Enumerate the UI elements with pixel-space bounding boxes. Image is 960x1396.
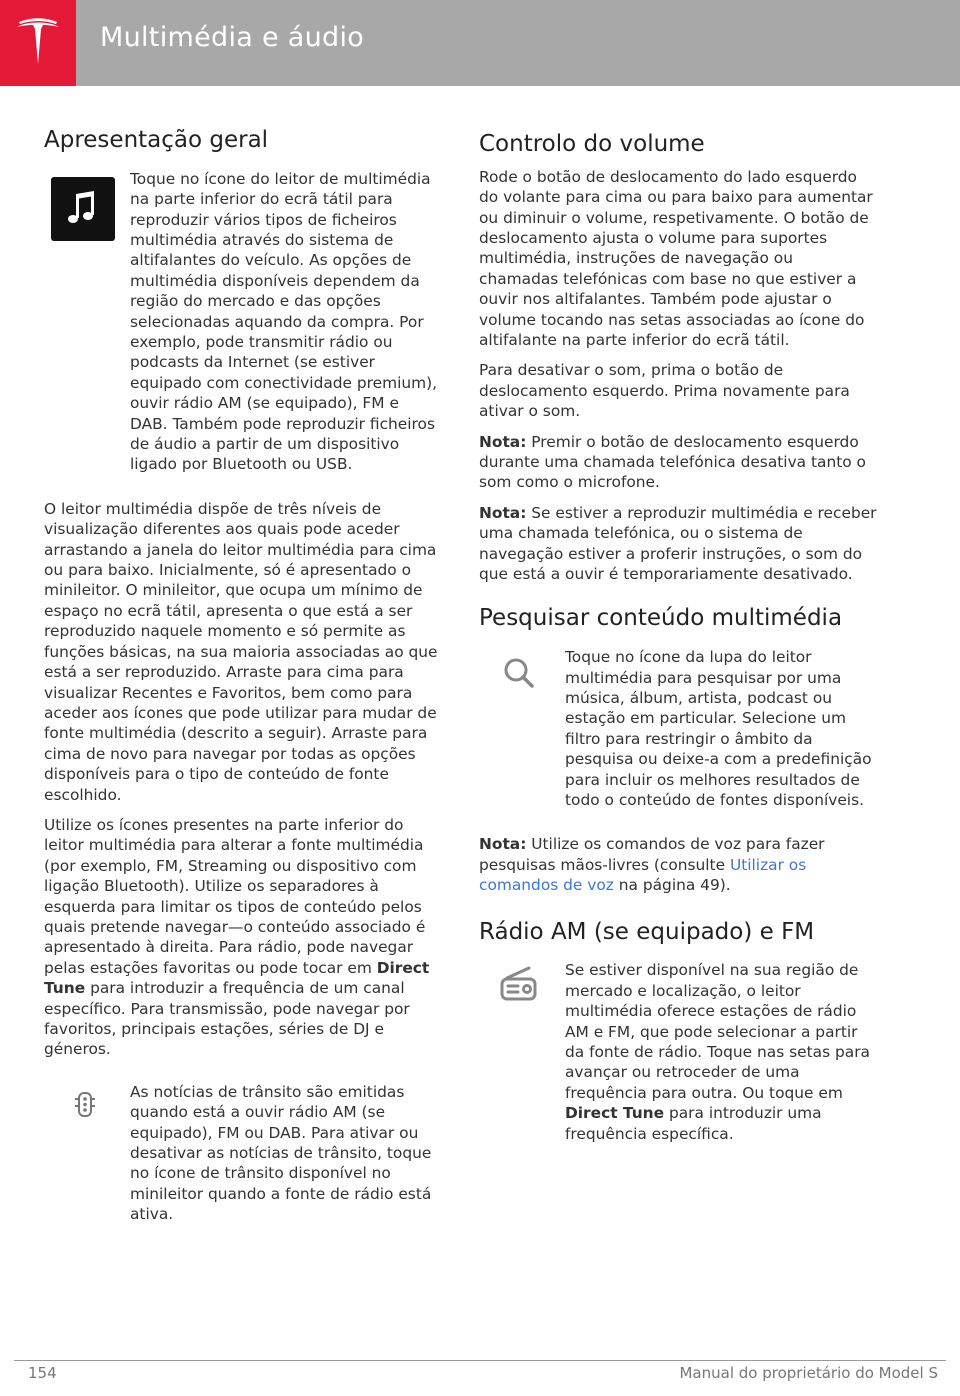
radio-block	[479, 960, 877, 1144]
search-heading: Pesquisar conteúdo multimédia	[479, 605, 843, 632]
overview-intro-text: Toque no ícone do leitor de multimédia na parte inferior do ecrã tátil para reproduzir vários tipos de ficheiros multimédia através do sistema de altifalantes do veículo. As opções de multimédia disponíveis dependem da região do mercado e das opções selecionadas aquando da compra. Por exemplo, pode transmitir rádio ou podcasts da Internet (se estiver equipado com conectividade premium), ouvir rádio AM (se equipado), FM e DAB. Também pode reproduzir ficheiros de áudio a partir de um dispositivo ligado por Bluetooth ou USB.	[130, 169, 438, 474]
tesla-logo	[0, 0, 76, 86]
direct-tune-label: Direct Tune	[44, 958, 430, 998]
page-header	[0, 0, 960, 86]
radio-text: Se estiver disponível na sua região de mercado e localização, o leitor multimédia oferece estações de rádio AM e FM, que pode selecionar a partir da fonte de rádio. Toque nas setas para avançar ou retroceder de uma frequência para outra. Ou toque em Direct Tune para introduzir uma frequência específica.	[565, 961, 870, 1143]
voice-commands-link[interactable]: Utilizar os comandos de voz	[479, 855, 807, 895]
page-title: Multimédia e áudio	[100, 22, 365, 53]
search-text: Toque no ícone da lupa do leitor multimédia para pesquisar por uma música, álbum, artista, podcast ou estação em particular. Selecione um filtro para restringir o âmbito da pesquisa ou deixe-a com a predefinição para incluir os melhores resultados de todo o conteúdo de fontes disponíveis.	[565, 648, 872, 810]
search-icon	[501, 655, 537, 691]
page-number: 154	[28, 1364, 57, 1382]
overview-intro-block	[44, 169, 439, 475]
volume-paragraph-2: Para desativar o som, prima o botão de deslocamento esquerdo. Prima novamente para ativar o som.	[479, 361, 850, 421]
volume-paragraph-1: Rode o botão de deslocamento do lado esquerdo do volante para cima ou para baixo para aumentar ou diminuir o volume, respetivamente. O botão de deslocamento ajusta o volume para suportes multimédia, instruções de navegação ou chamadas telefónicas com base no que estiver a ouvir nos altifalantes. Também pode ajustar o volume tocando nas setas associadas ao ícone do altifalante na parte inferior do ecrã tátil.	[479, 167, 873, 349]
overview-paragraph-1: O leitor multimédia dispõe de três níveis de visualização diferentes aos quais pode aceder arrastando a janela do leitor multimédia para cima ou para baixo. Inicialmente, só é apresentado o minileitor. O minileitor, que ocupa um mínimo de espaço no ecrã tátil, apresenta o que está a ser reproduzido naquele momento e só permite as funções básicas, na sua maioria associadas ao que está a ser reproduzido. Arraste para cima para visualizar Recentes e Favoritos, bem como para aceder aos ícones que pode utilizar para mudar de fonte multimédia (descrito a seguir). Arraste para cima de novo para navegar por todas as opções disponíveis para o tipo de conteúdo de fonte escolhido.	[44, 499, 438, 804]
volume-note-1: Nota: Premir o botão de deslocamento esquerdo durante uma chamada telefónica desativa tanto o som como o microfone.	[479, 432, 866, 492]
tesla-logo-icon	[15, 18, 61, 68]
traffic-text: As notícias de trânsito são emitidas quando está a ouvir rádio AM (se equipado), FM ou DAB. Para ativar ou desativar as notícias de trânsito, toque no ícone de trânsito disponível no minileitor quando a fonte de rádio está ativa.	[130, 1082, 432, 1224]
manual-name: Manual do proprietário do Model S	[679, 1364, 938, 1382]
search-note: Nota: Utilize os comandos de voz para fazer pesquisas mãos-livres (consulte Utilizar os comandos de voz na página 49).	[479, 835, 825, 895]
radio-heading: Rádio AM (se equipado) e FM	[479, 918, 815, 945]
search-block	[479, 647, 877, 810]
traffic-light-icon	[70, 1090, 100, 1120]
volume-heading: Controlo do volume	[479, 131, 705, 157]
direct-tune-label-radio: Direct Tune	[565, 1104, 665, 1123]
right-column	[479, 126, 877, 1162]
traffic-block	[44, 1082, 439, 1225]
footer-divider	[14, 1360, 946, 1361]
left-column	[44, 126, 439, 1243]
overview-heading: Apresentação geral	[44, 127, 269, 153]
volume-note-2: Nota: Se estiver a reproduzir multimédia e receber uma chamada telefónica, ou o sistema de navegação estiver a proferir instruções, o som do que está a ouvir é temporariamente desativado.	[479, 503, 877, 584]
overview-paragraph-2: Utilize os ícones presentes na parte inferior do leitor multimédia para alterar a fonte multimédia (por exemplo, FM, Streaming ou dispositivo com ligação Bluetooth). Utilize os separadores à esquerda para limitar os tipos de conteúdo pelos quais pretende navegar—o conteúdo associado é apresentado à direita. Para rádio, pode navegar pelas estações favoritas ou pode tocar em Direct Tune para introduzir a frequência de um canal específico. Para transmissão, pode navegar por favoritos, principais estações, séries de DJ e géneros.	[44, 815, 430, 1059]
radio-icon	[499, 964, 539, 1004]
music-note-icon	[51, 177, 115, 241]
